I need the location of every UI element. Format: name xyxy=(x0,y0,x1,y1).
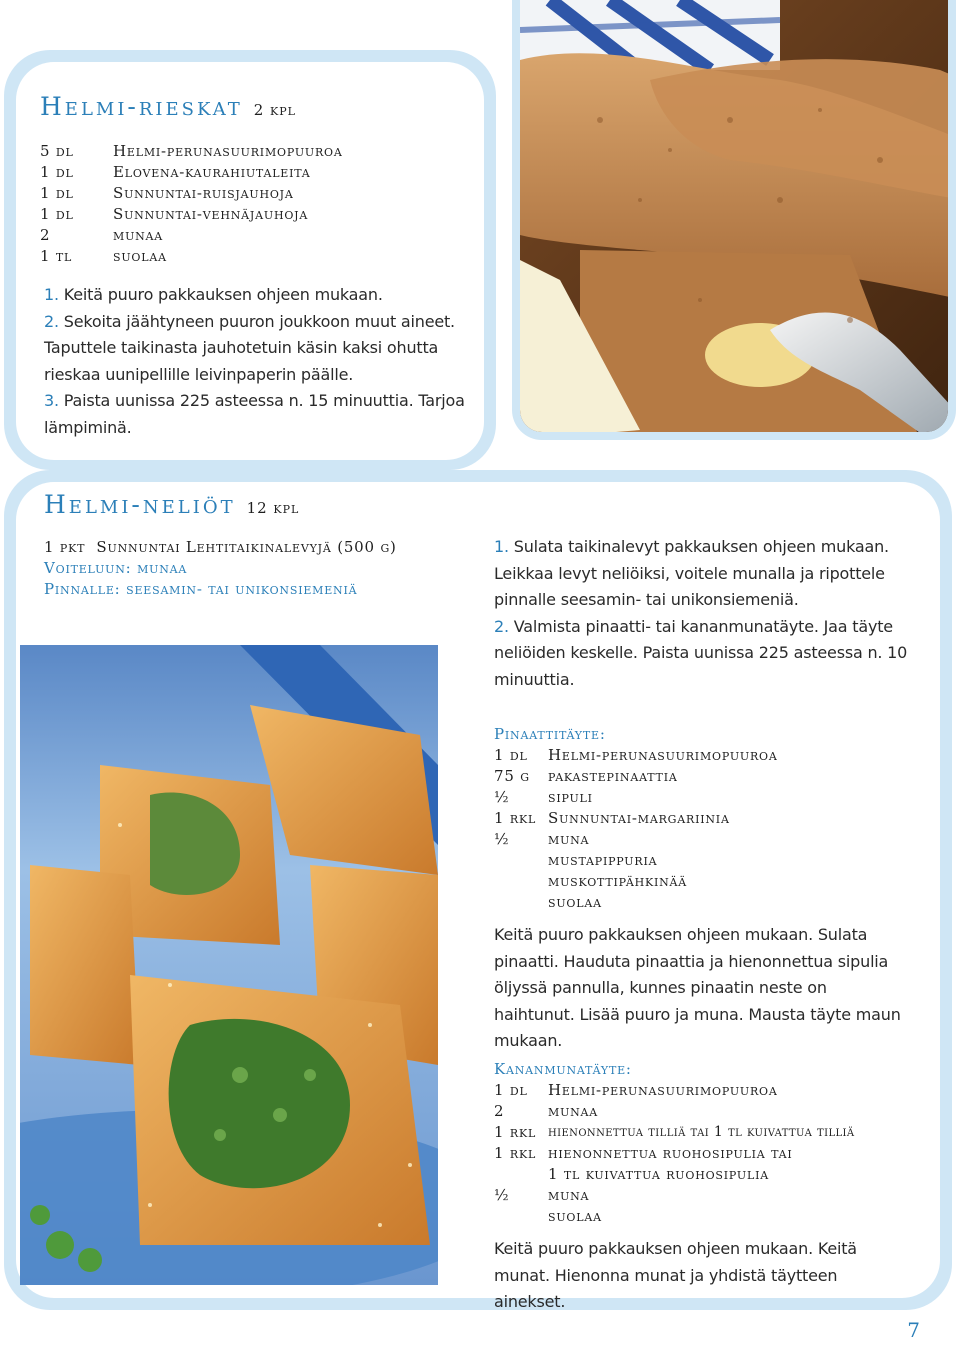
ingredient-qty xyxy=(494,1206,548,1227)
ingredient-item: Sunnuntai Lehtitaikinalevyjä (500 g) xyxy=(96,538,397,556)
ingredient-qty: ½ xyxy=(494,830,510,848)
ingredient-qty: 1 rkl xyxy=(494,1144,537,1162)
ingredient-item: sipuli xyxy=(548,788,593,806)
ingredient-qty: ½ xyxy=(494,788,510,806)
step-text: Paista uunissa 225 asteessa n. 15 minuuttia. Tarjoa lämpiminä. xyxy=(44,391,465,437)
rieskat-photo xyxy=(512,0,956,440)
ingredient-row xyxy=(494,787,778,808)
ingredient-qty: 75 g xyxy=(494,767,530,785)
step xyxy=(44,388,474,441)
ingredient-item: muna xyxy=(548,1186,590,1204)
ingredient-item: mustapippuria xyxy=(548,851,658,869)
ingredient-qty: 2 xyxy=(40,226,51,244)
ingredient-item: muna xyxy=(548,830,590,848)
ingredient-row xyxy=(494,766,778,787)
ingredient-row xyxy=(494,1206,855,1227)
ingredient-qty: 1 tl xyxy=(40,247,73,265)
ingredient-qty xyxy=(494,871,548,892)
step-text: Keitä puuro pakkauksen ohjeen mukaan. xyxy=(63,285,383,304)
ingredient-row xyxy=(40,246,343,267)
ingredient-row xyxy=(40,183,343,204)
ingredient-row xyxy=(494,745,778,766)
ingredient-row xyxy=(494,850,778,871)
pinaatti-heading: Pinaattitäyte: xyxy=(494,725,606,743)
ingredient-item: munaa xyxy=(113,226,164,244)
step-text: Sekoita jäähtyneen puuron joukkoon muut aineet. Taputtele taikinasta jauhotetuin käsin kaksi ohutta rieskaa uunipellille leivinpaperin päälle. xyxy=(44,311,455,384)
ingredient-item: Sunnuntai-margariinia xyxy=(548,809,730,827)
step xyxy=(494,614,914,694)
rieskat-steps xyxy=(44,282,474,441)
neliot-ingredients xyxy=(44,537,397,600)
instructions-text: Keitä puuro pakkauksen ohjeen mukaan. Keitä munat. Hienonna munat ja yhdistä täytteen ainekset. xyxy=(494,1239,857,1311)
step-number: 2. xyxy=(44,311,59,331)
page-number: 7 xyxy=(907,1318,920,1342)
ingredient-item: suolaa xyxy=(548,1207,602,1225)
step-number: 1. xyxy=(44,285,59,304)
ingredient-row xyxy=(40,225,343,246)
ingredient-qty: 1 dl xyxy=(40,163,74,181)
ingredient-item: Helmi-perunasuurimopuuroa xyxy=(548,1081,778,1099)
step xyxy=(44,282,474,309)
ingredient-row xyxy=(40,162,343,183)
ingredient-item: suolaa xyxy=(113,247,167,265)
pinaatti-section xyxy=(494,724,778,913)
neliot-count: 12 kpl xyxy=(246,499,300,517)
ingredient-item: Sunnuntai-vehnäjauhoja xyxy=(113,205,309,223)
ingredient-qty: ½ xyxy=(494,1186,510,1204)
rieskat-title-text: Helmi-rieskat xyxy=(40,92,243,121)
step xyxy=(44,309,474,389)
step-number: 2. xyxy=(494,616,509,636)
kananmuna-heading: Kananmunatäyte: xyxy=(494,1060,632,1078)
neliot-title-text: Helmi-neliöt xyxy=(44,490,236,519)
rieskat-photo-image xyxy=(520,0,956,440)
step-text: Valmista pinaatti- tai kananmunatäyte. Jaa täyte neliöiden keskelle. Paista uunissa 225 asteessa n. 10 minuuttia. xyxy=(494,616,908,689)
neliot-photo xyxy=(20,645,438,1285)
ingredient-row xyxy=(494,892,778,913)
voiteluun-value: munaa xyxy=(137,559,188,577)
ingredient-row xyxy=(494,871,778,892)
ingredient-qty: 1 dl xyxy=(494,1081,528,1099)
step-text: Sulata taikinalevyt pakkauksen ohjeen mukaan. Leikkaa levyt neliöiksi, voitele munalla ja ripottele pinnalle seesamin- tai unikonsiemeniä. xyxy=(494,537,889,609)
ingredient-row xyxy=(494,1164,855,1185)
ingredient-item: Elovena-kaurahiutaleita xyxy=(113,163,311,181)
ingredient-item: 1 tl kuivattua ruohosipulia xyxy=(548,1165,769,1183)
ingredient-item: Helmi-perunasuurimopuuroa xyxy=(548,746,778,764)
ingredient-item: Sunnuntai-ruisjauhoja xyxy=(113,184,294,202)
neliot-photo-image xyxy=(20,645,438,1285)
ingredient-qty: 1 pkt xyxy=(44,538,86,556)
kananmuna-section xyxy=(494,1059,855,1227)
ingredient-qty: 1 rkl xyxy=(494,809,537,827)
voiteluun-row xyxy=(44,558,397,579)
pinnalle-row xyxy=(44,579,397,600)
pinnalle-value: seesamin- tai unikonsiemeniä xyxy=(126,580,358,598)
rieskat-count: 2 kpl xyxy=(253,101,296,119)
ingredient-row xyxy=(494,1122,855,1143)
neliot-steps xyxy=(494,534,914,693)
ingredient-item: hienonnettua ruohosipulia tai xyxy=(548,1144,793,1162)
ingredient-item: suolaa xyxy=(548,893,602,911)
ingredient-qty: 1 rkl xyxy=(494,1123,537,1141)
ingredient-row xyxy=(494,1080,855,1101)
ingredient-qty xyxy=(494,850,548,871)
ingredient-item: muskottipähkinää xyxy=(548,872,688,890)
pinaatti-instructions xyxy=(494,922,904,1055)
rieskat-ingredients xyxy=(40,141,343,267)
ingredient-qty xyxy=(494,892,548,913)
ingredient-item: pakastepinaattia xyxy=(548,767,678,785)
neliot-title xyxy=(44,490,299,519)
ingredient-row xyxy=(494,1185,855,1206)
instructions-text: Keitä puuro pakkauksen ohjeen mukaan. Sulata pinaatti. Hauduta pinaattia ja hienonnettua sipulia öljyssä pannulla, kunnes pinaatin neste on haihtunut. Lisää puuro ja muna. Mausta täyte maun mukaan. xyxy=(494,925,901,1050)
kananmuna-instructions xyxy=(494,1236,904,1316)
ingredient-item: munaa xyxy=(548,1102,599,1120)
ingredient-qty: 5 dl xyxy=(40,142,74,160)
ingredient-row xyxy=(494,1143,855,1164)
ingredient-item: Helmi-perunasuurimopuuroa xyxy=(113,142,343,160)
ingredient-row xyxy=(44,537,397,558)
ingredient-row xyxy=(494,829,778,850)
step-number: 3. xyxy=(44,391,59,410)
ingredient-row xyxy=(494,808,778,829)
ingredient-row xyxy=(494,1101,855,1122)
ingredient-qty xyxy=(494,1164,548,1185)
ingredient-row xyxy=(40,204,343,225)
ingredient-qty: 1 dl xyxy=(494,746,528,764)
ingredient-row xyxy=(40,141,343,162)
pinnalle-label: Pinnalle: xyxy=(44,580,121,598)
ingredient-qty: 1 dl xyxy=(40,184,74,202)
ingredient-qty: 2 xyxy=(494,1102,505,1120)
ingredient-item: hienonnettua tilliä tai 1 tl kuivattua tilliä xyxy=(548,1124,855,1140)
rieskat-title xyxy=(40,92,296,121)
voiteluun-label: Voiteluun: xyxy=(44,559,132,577)
step-number: 1. xyxy=(494,537,509,556)
step xyxy=(494,534,914,614)
ingredient-qty: 1 dl xyxy=(40,205,74,223)
